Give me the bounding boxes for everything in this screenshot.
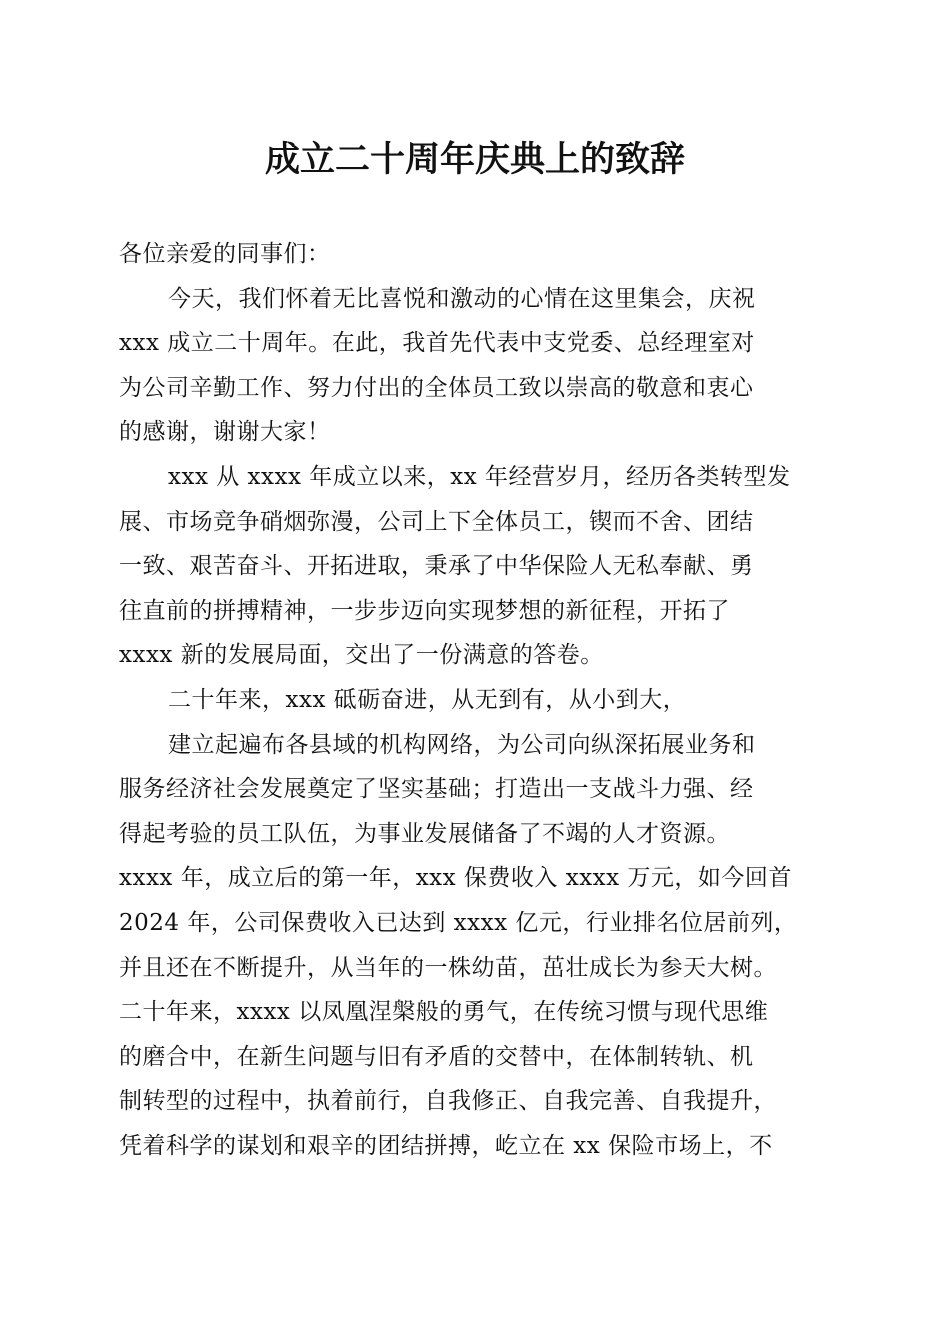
text-line: 制转型的过程中，执着前行，自我修正、自我完善、自我提升， [119,1088,777,1115]
text-line: 2024 年，公司保费收入已达到 xxxx 亿元，行业排名位居前列， [119,909,798,936]
text-line: 二十年来，xxx 砥砺奋进，从无到有，从小到大， [168,686,687,713]
text-line: xxx 从 xxxx 年成立以来，xx 年经营岁月，经历各类转型发 [168,463,791,490]
text-line: 建立起遍布各县域的机构网络，为公司向纵深拓展业务和 [168,731,756,758]
text-line: xxx 成立二十周年。在此，我首先代表中支党委、总经理室对 [119,330,755,357]
text-line: 的感谢，谢谢大家！ [119,419,331,446]
text-line: 得起考验的员工队伍，为事业发展储备了不竭的人才资源。 [119,820,730,847]
text-line: 二十年来，xxxx 以凤凰涅槃般的勇气，在传统习惯与现代思维 [119,999,769,1026]
text-line: 一致、艰苦奋斗、开拓进取，秉承了中华保险人无私奉献、勇 [119,553,754,580]
text-line: 往直前的拼搏精神，一步步迈向实现梦想的新征程，开拓了 [119,597,730,624]
text-line: 各位亲爱的同事们： [119,241,331,267]
text-line: 今天，我们怀着无比喜悦和激动的心情在这里集会，庆祝 [168,285,756,312]
text-line: 的磨合中，在新生问题与旧有矛盾的交替中，在体制转轨、机 [119,1043,754,1070]
text-line: 服务经济社会发展奠定了坚实基础；打造出一支战斗力强、经 [119,776,754,803]
text-line: xxxx 新的发展局面，交出了一份满意的答卷。 [119,642,604,669]
document-body [119,232,831,1168]
text-line: 展、市场竞争硝烟弥漫，公司上下全体员工，锲而不舍、团结 [119,508,754,535]
text-line: 凭着科学的谋划和艰辛的团结拼搏，屹立在 xx 保险市场上，不 [119,1132,773,1159]
document-title: 成立二十周年庆典上的致辞 [264,139,685,180]
text-line: 并且还在不断提升，从当年的一株幼苗，茁壮成长为参天大树。 [119,954,777,981]
text-line: xxxx 年，成立后的第一年，xxx 保费收入 xxxx 万元，如今回首 [119,865,792,892]
text-line: 为公司辛勤工作、努力付出的全体员工致以崇高的敬意和衷心 [119,374,754,401]
